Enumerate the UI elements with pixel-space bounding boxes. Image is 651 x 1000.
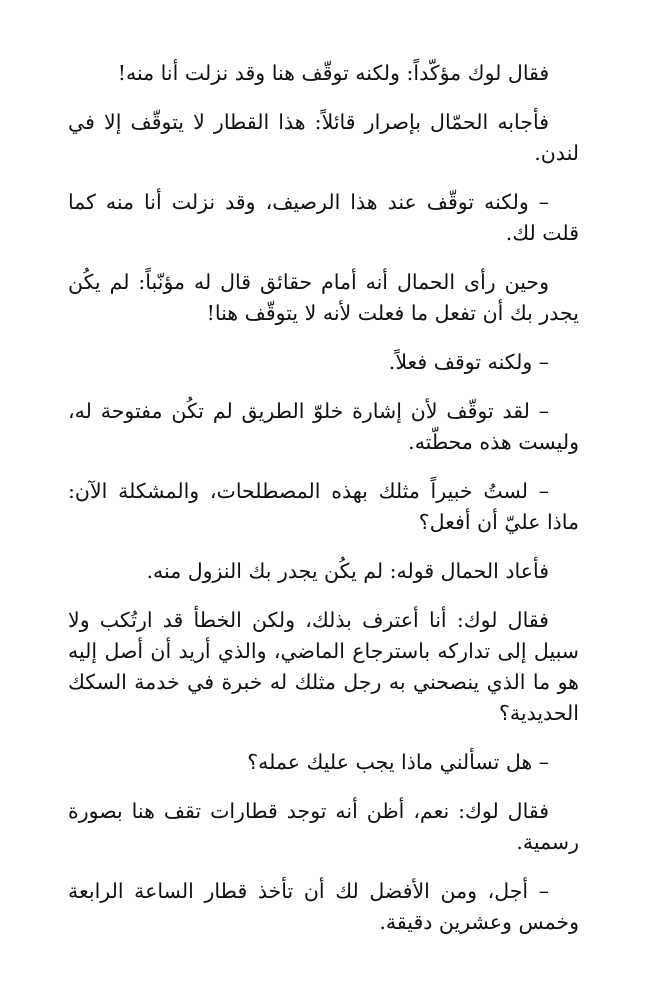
paragraph: فأعاد الحمال قوله: لم يكُن يجدر بك النزول منه.: [146, 559, 549, 583]
paragraph: فقال لوك: نعم، أظن أنه توجد قطارات تقف هنا بصورة رسمية.: [68, 799, 579, 854]
paragraph: فأجابه الحمّال بإصرار قائلاً: هذا القطار لا يتوقّف إلا في لندن.: [68, 110, 579, 165]
paragraph: – أجل، ومن الأفضل لك أن تأخذ قطار الساعة الرابعة وخمس وعشرين دقيقة.: [68, 879, 579, 934]
paragraph: – لستُ خبيراً مثلك بهذه المصطلحات، والمشكلة الآن: ماذا عليّ أن أفعل؟: [68, 479, 579, 534]
paragraph: – هل تسألني ماذا يجب عليك عمله؟: [247, 750, 549, 774]
paragraph: – ولكنه توقف فعلاً.: [388, 350, 549, 374]
paragraph: وحين رأى الحمال أنه أمام حقائق قال له مؤنّباً: لم يكُن يجدر بك أن تفعل ما فعلت لأنه لا يتوقّف هنا!: [68, 270, 579, 325]
paragraph: – لقد توقّف لأن إشارة خلوّ الطريق لم تكُن مفتوحة له، وليست هذه محطّته.: [68, 399, 579, 454]
paragraph: فقال لوك مؤكّداً: ولكنه توقّف هنا وقد نزلت أنا منه!: [117, 61, 550, 85]
paragraph: فقال لوك: أنا أعترف بذلك، ولكن الخطأ قد ارتُكب ولا سبيل إلى تداركه باسترجاع الماضي، والذي أريد أن أصل إليه هو ما الذي ينصحني به رجل مثلك له خبرة في خدمة السكك الحديدية؟: [68, 608, 579, 725]
paragraph: – ولكنه توقّف عند هذا الرصيف، وقد نزلت أنا منه كما قلت لك.: [68, 190, 579, 245]
